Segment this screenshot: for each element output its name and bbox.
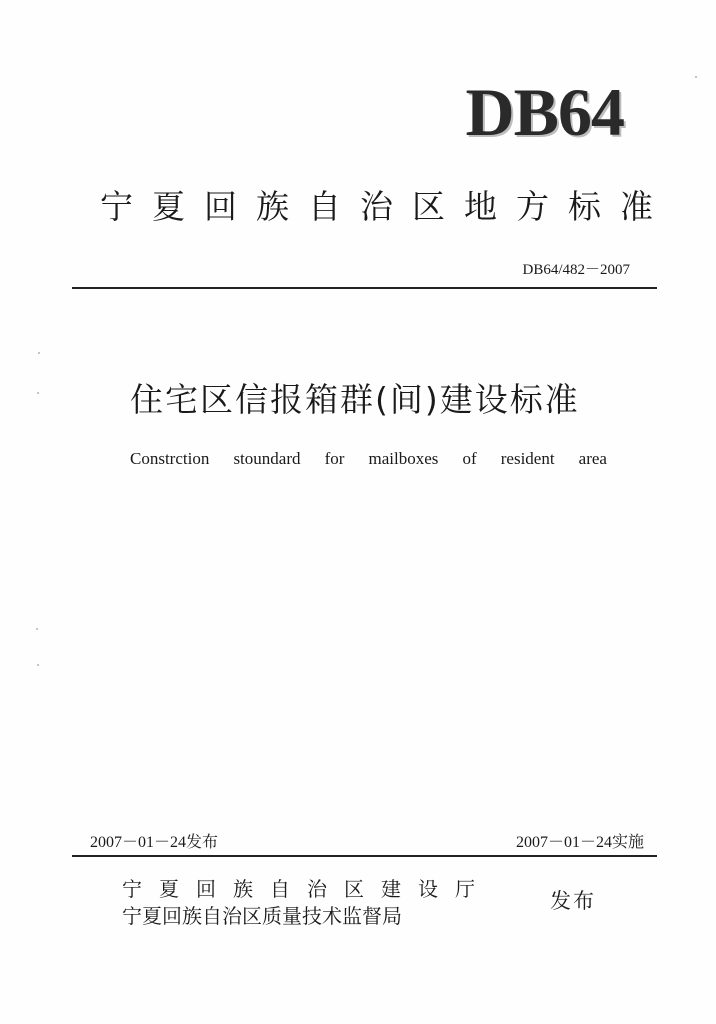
title-english-word: resident bbox=[500, 449, 555, 468]
standard-code-logo: DB64 bbox=[465, 74, 624, 150]
scan-speck bbox=[37, 392, 39, 394]
title-english-word: area bbox=[578, 449, 607, 468]
scan-speck bbox=[695, 76, 697, 78]
title-english-word: stoundard bbox=[233, 449, 301, 468]
title-english-word: of bbox=[462, 449, 477, 468]
top-divider bbox=[72, 287, 657, 289]
scan-speck bbox=[37, 664, 39, 666]
implement-date: 2007－01－24实施 bbox=[515, 834, 644, 851]
scan-speck bbox=[36, 628, 38, 630]
scan-speck bbox=[38, 352, 40, 354]
title-english-word: for bbox=[324, 449, 345, 468]
issuer-quality-supervision-bureau: 宁夏回族自治区质量技术监督局 bbox=[122, 904, 402, 928]
standard-type-heading: 宁夏回族自治区地方标准 bbox=[100, 187, 672, 226]
document-title-chinese: 住宅区信报箱群(间)建设标准 bbox=[130, 380, 580, 419]
issuer-construction-department: 宁夏回族自治区建设厅 bbox=[122, 877, 492, 901]
issue-label: 发布 bbox=[550, 889, 596, 913]
title-english-word: Constrction bbox=[130, 449, 210, 468]
bottom-divider bbox=[72, 855, 657, 857]
publish-date: 2007－01－24发布 bbox=[90, 834, 219, 851]
standard-number: DB64/482－2007 bbox=[522, 262, 630, 278]
title-english-word: mailboxes bbox=[368, 449, 439, 468]
document-title-english bbox=[130, 449, 607, 469]
